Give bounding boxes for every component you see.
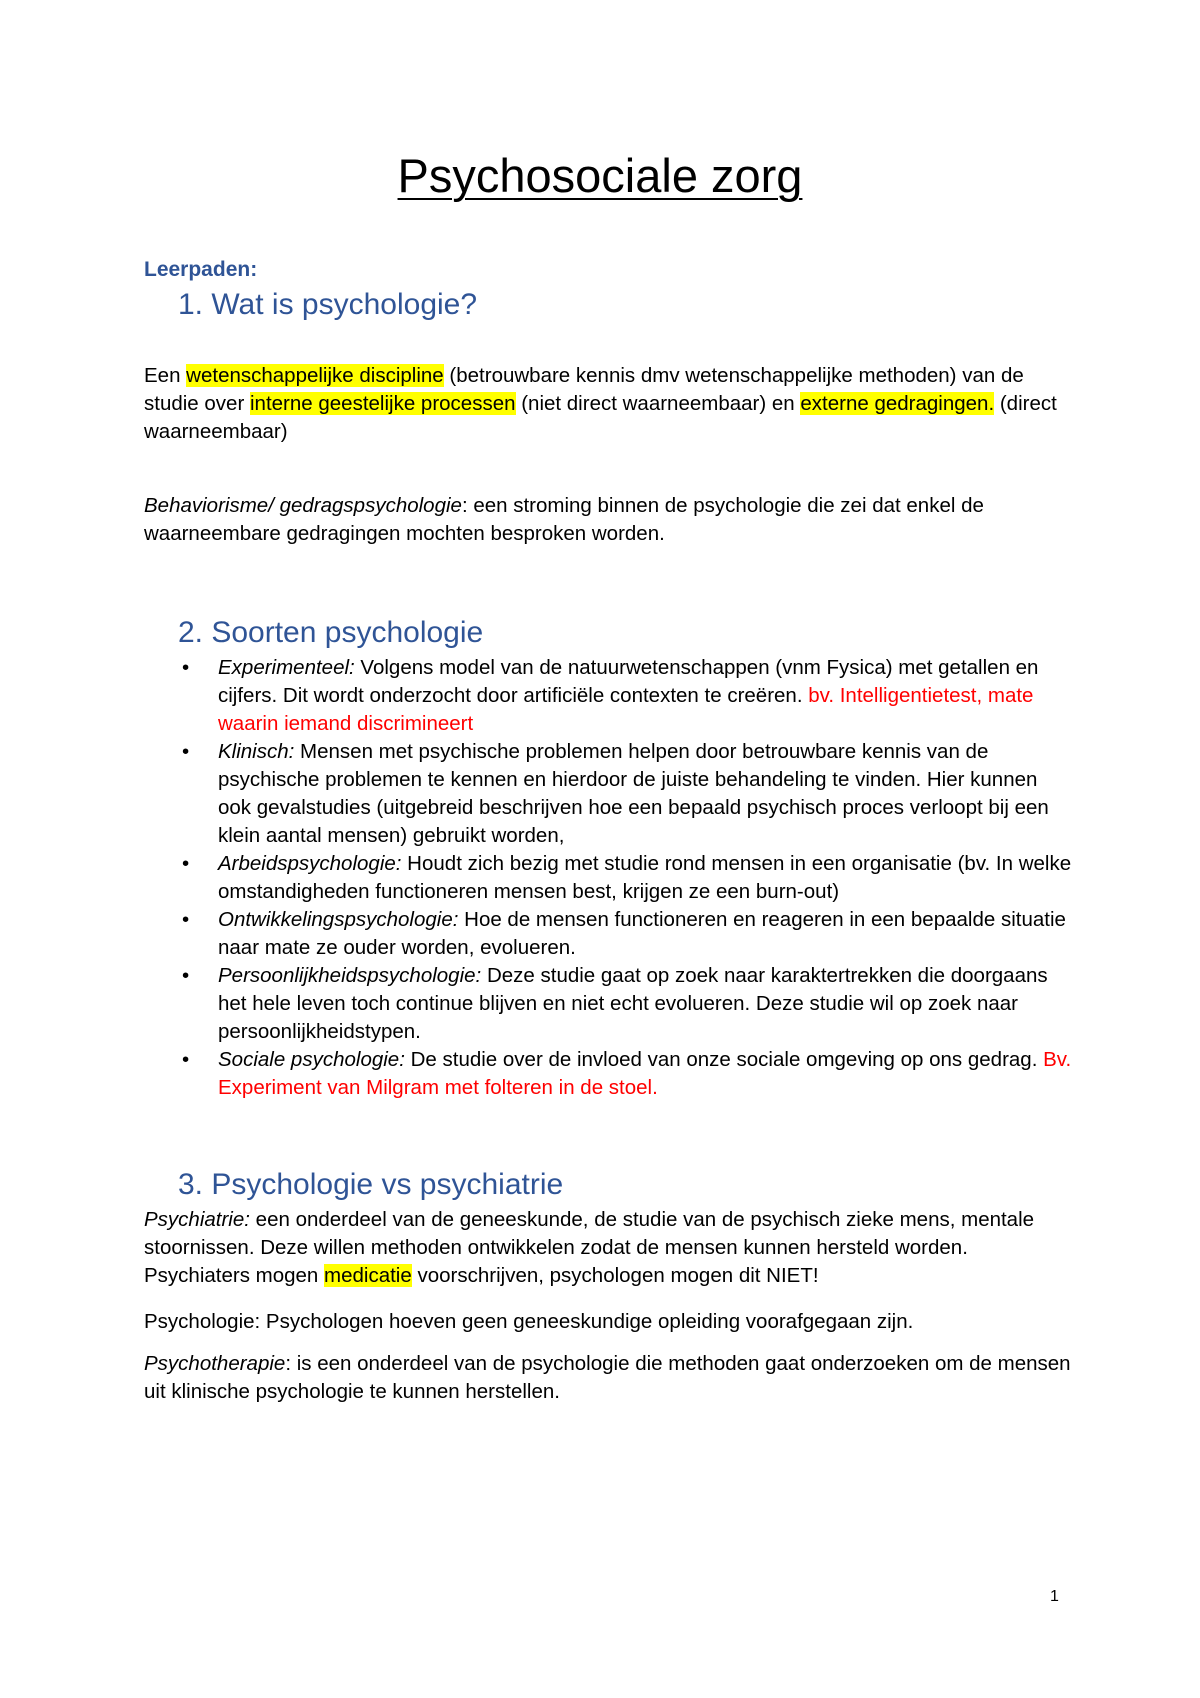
item-example: bv. Intelligentietest, mate waarin iemand discrimineert — [218, 684, 1034, 735]
section-3-paragraph-1 — [144, 1206, 1074, 1290]
text-run: : een stroming binnen de psychologie die zei dat enkel de waarneembare gedragingen mochten besproken worden. — [144, 494, 984, 545]
text-run: voorschrijven, psychologen mogen dit NIET! — [411, 1264, 819, 1287]
section-3-paragraph-2: Psychologie: Psychologen hoeven geen geneeskundige opleiding voorafgegaan zijn. — [144, 1310, 914, 1333]
bullet-icon: • — [182, 964, 190, 987]
highlight-medicatie: medicatie — [324, 1264, 412, 1287]
term-psychiatrie: Psychiatrie: — [144, 1208, 250, 1231]
bullet-icon: • — [182, 740, 190, 763]
text-run: (niet direct waarneembaar) en — [515, 392, 801, 415]
item-text: Mensen met psychische problemen helpen door betrouwbare kennis van de psychische problemen te kennen en hierdoor de juiste behandeling te vinden. Hier kunnen ook gevalstudies (uitgebreid beschrijven hoe een bepaald psychisch proces verloopt bij een klein aantal mensen) gebruikt worden, — [218, 740, 1049, 847]
text-run: (betrouwbare kennis dmv wetenschappelijke methoden) van de studie over — [144, 364, 1024, 415]
item-term: Persoonlijkheidspsychologie: — [218, 964, 482, 987]
list-item — [144, 962, 1074, 1046]
list-item — [144, 850, 1074, 906]
psychology-types-list — [144, 654, 1074, 1102]
highlight-interne-processen: interne geestelijke processen — [249, 392, 516, 415]
list-item — [144, 906, 1074, 962]
bullet-icon: • — [182, 656, 190, 679]
section-1-paragraph-1 — [144, 362, 1074, 446]
item-text: Volgens model van de natuurwetenschappen (vnm Fysica) met getallen en cijfers. Dit wordt onderzocht door artificiële contexten te creëren. — [218, 656, 1039, 707]
bullet-icon: • — [182, 852, 190, 875]
item-term: Arbeidspsychologie: — [218, 852, 402, 875]
highlight-wetenschappelijke-discipline: wetenschappelijke discipline — [186, 364, 444, 387]
text-run: Een — [144, 364, 187, 387]
section-3-heading: 3. Psychologie vs psychiatrie — [178, 1168, 564, 1201]
list-item — [144, 654, 1074, 738]
item-text: Houdt zich bezig met studie rond mensen in een organisatie (bv. In welke omstandigheden functioneren mensen best, krijgen ze een burn-out) — [218, 852, 1072, 903]
bullet-icon: • — [182, 908, 190, 931]
item-term: Klinisch: — [218, 740, 295, 763]
page-number: 1 — [1050, 1588, 1059, 1605]
item-text: De studie over de invloed van onze sociale omgeving op ons gedrag. — [404, 1048, 1044, 1071]
term-psychotherapie: Psychotherapie — [144, 1352, 286, 1375]
item-term: Sociale psychologie: — [218, 1048, 405, 1071]
list-item — [144, 1046, 1074, 1102]
item-term: Ontwikkelingspsychologie: — [218, 908, 459, 931]
subheading-leerpaden: Leerpaden: — [144, 258, 258, 281]
item-text: Deze studie gaat op zoek naar karaktertrekken die doorgaans het hele leven toch continue blijven en niet echt evolueren. Deze studie wil op zoek naar persoonlijkheidstypen. — [218, 964, 1048, 1043]
text-run: : is een onderdeel van de psychologie die methoden gaat onderzoeken om de mensen uit klinische psychologie te kunnen herstellen. — [144, 1352, 1071, 1403]
text-run: (direct waarneembaar) — [144, 392, 1057, 443]
section-2-heading: 2. Soorten psychologie — [178, 616, 484, 649]
item-example: Bv. Experiment van Milgram met folteren in de stoel. — [218, 1048, 1072, 1099]
item-term: Experimenteel: — [218, 656, 355, 679]
section-1-paragraph-2 — [144, 492, 1074, 548]
item-text: Hoe de mensen functioneren en reageren in een bepaalde situatie naar mate ze ouder worden, evolueren. — [218, 908, 1066, 959]
section-1-heading: 1. Wat is psychologie? — [178, 288, 478, 321]
highlight-externe-gedragingen: externe gedragingen. — [800, 392, 995, 415]
document-title: Psychosociale zorg — [397, 149, 803, 202]
term-behaviorisme: Behaviorisme/ gedragspsychologie — [144, 494, 462, 517]
list-item — [144, 738, 1074, 850]
text-run: een onderdeel van de geneeskunde, de studie van de psychisch zieke mens, mentale stoornissen. Deze willen methoden ontwikkelen zodat de mensen kunnen hersteld worden. Psychiaters mogen — [144, 1208, 1035, 1287]
bullet-icon: • — [182, 1048, 190, 1071]
section-3-paragraph-3 — [144, 1350, 1074, 1406]
